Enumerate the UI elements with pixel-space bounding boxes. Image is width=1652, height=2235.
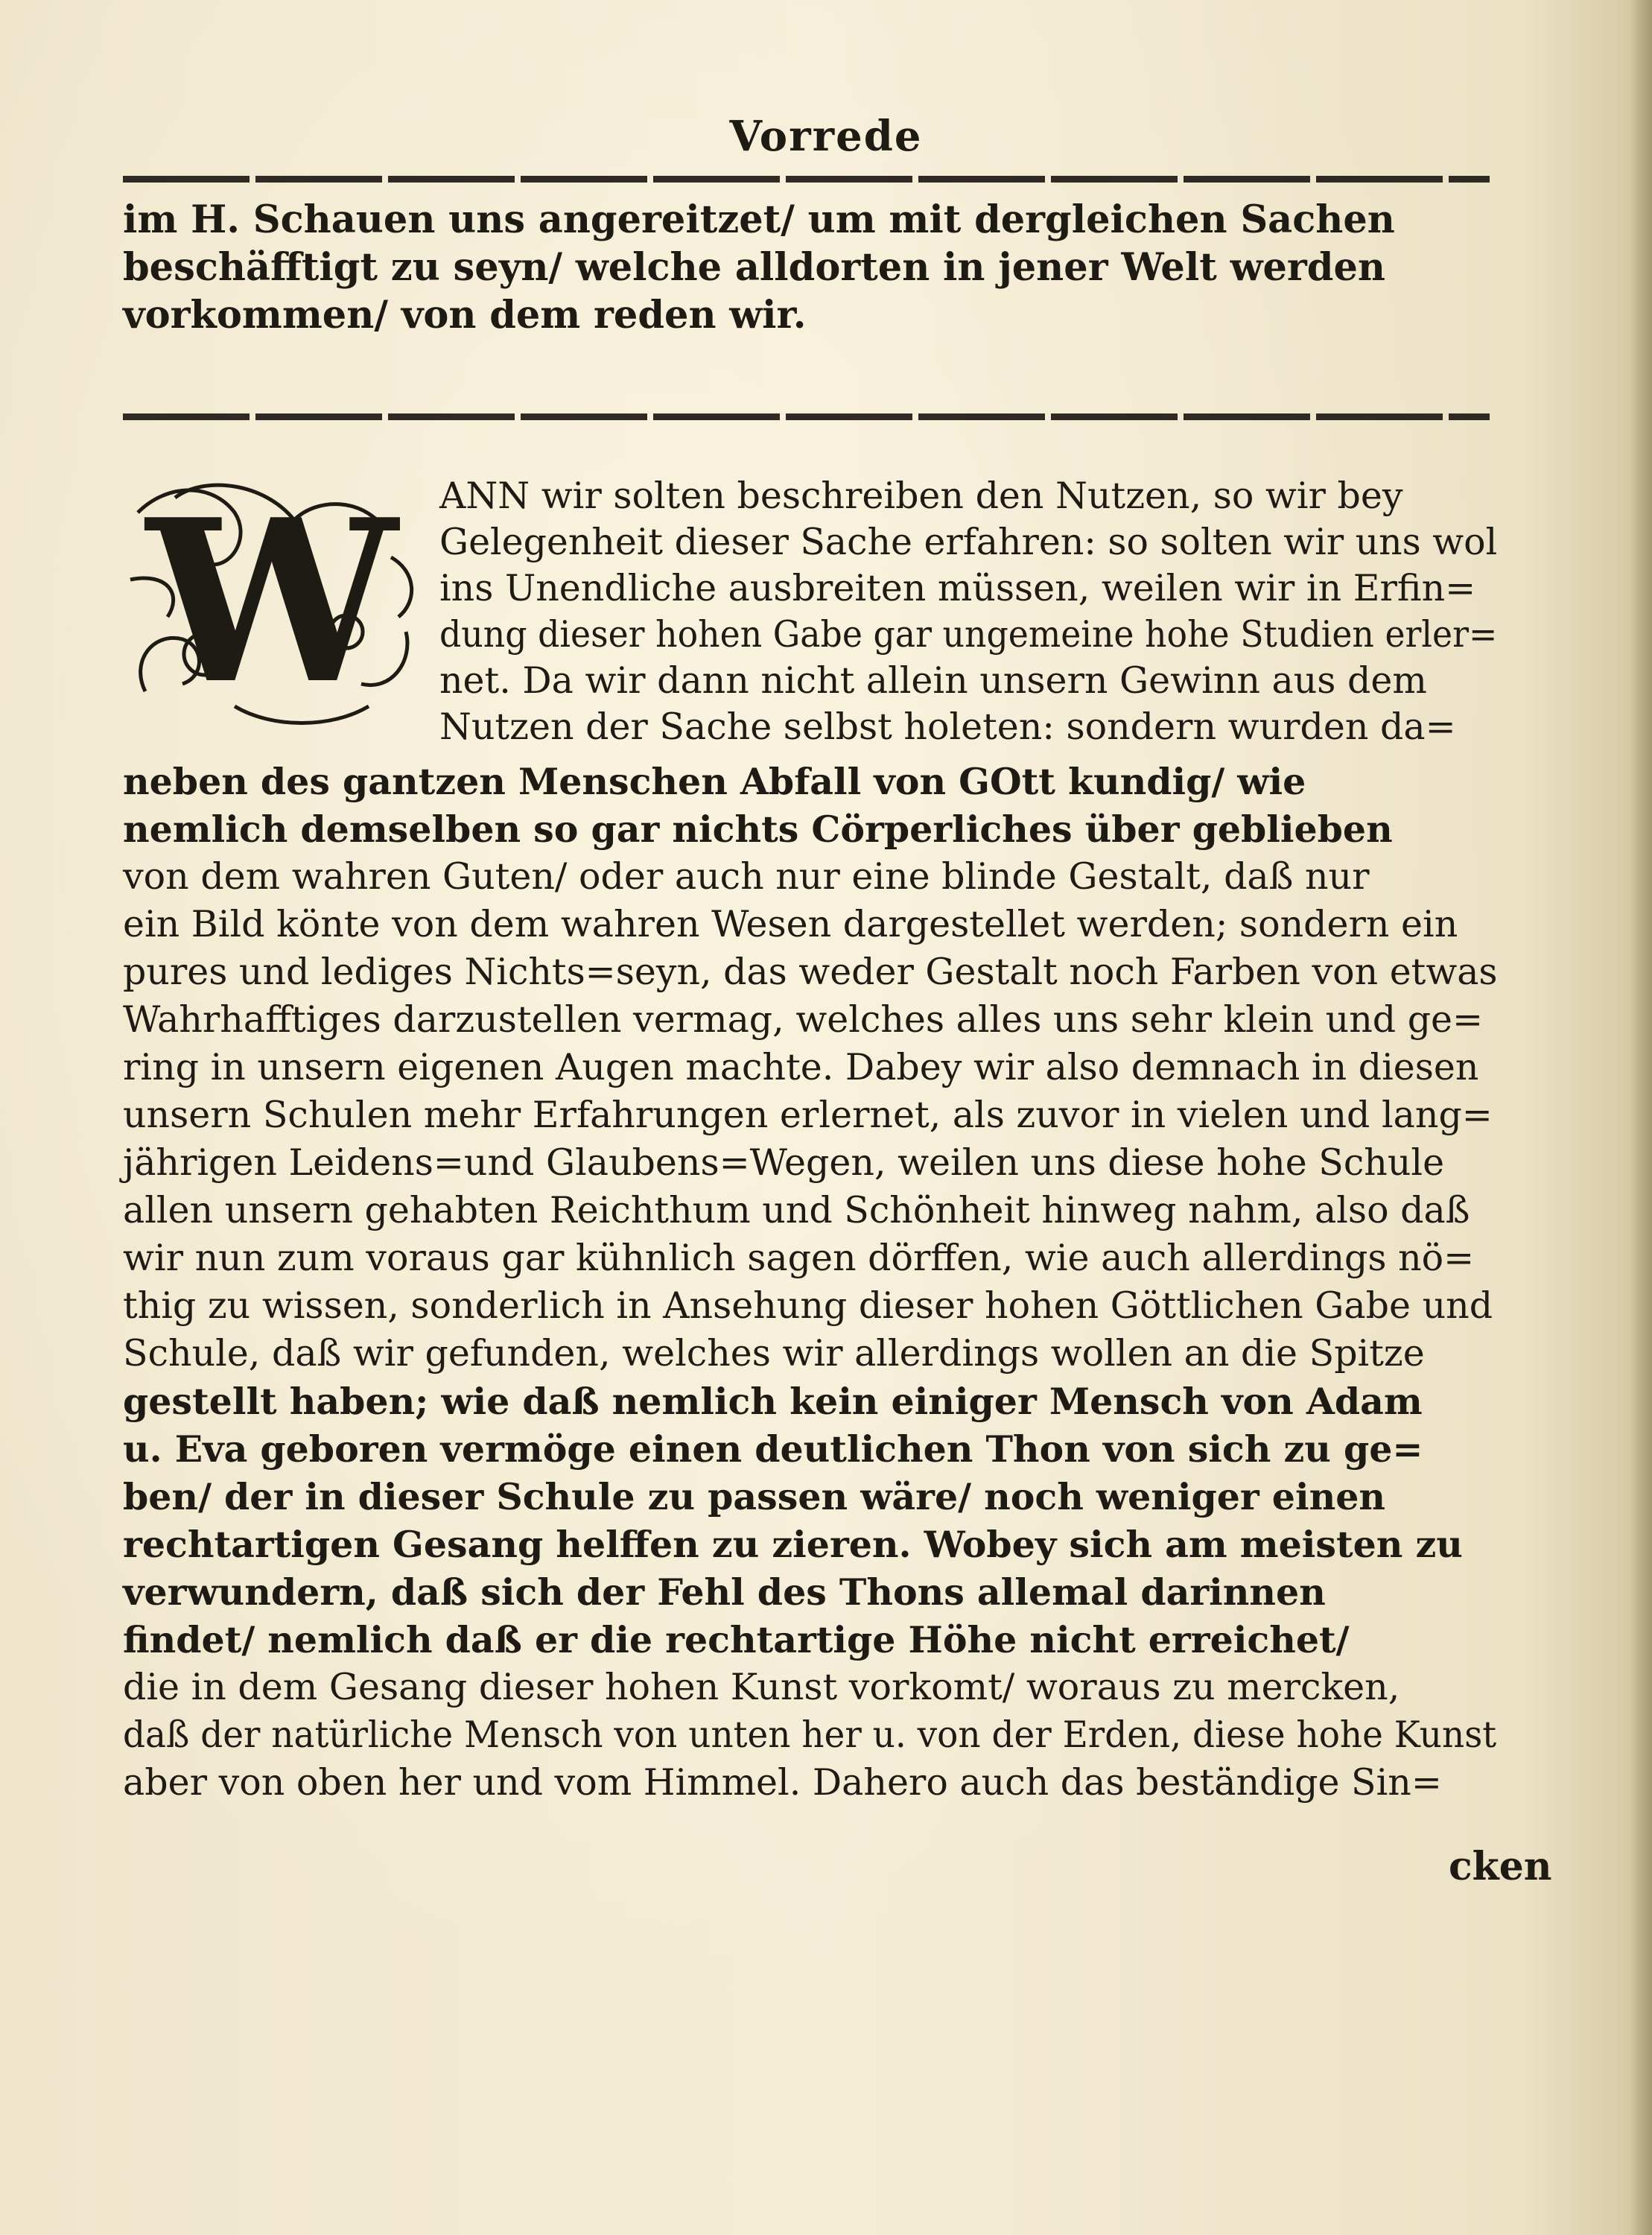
text-line: gestellt haben; wie daß nemlich kein einiger Mensch von Adam — [123, 1380, 1423, 1423]
running-header: Vorrede — [729, 112, 923, 161]
text-line: ring in unsern eigenen Augen machte. Dabey wir also demnach in diesen — [123, 1046, 1479, 1088]
text-line: Schule, daß wir gefunden, welches wir allerdings wollen an die Spitze — [123, 1332, 1425, 1375]
text-line: net. Da wir dann nicht allein unsern Gewinn aus dem — [439, 659, 1427, 702]
intro-line: beschäfftigt zu seyn/ welche alldorten in jener Welt werden — [123, 245, 1385, 290]
text-line: verwundern, daß sich der Fehl des Thons allemal darinnen — [123, 1570, 1326, 1614]
text-line: thig zu wissen, sonderlich in Ansehung dieser hohen Göttlichen Gabe und — [123, 1284, 1493, 1327]
page-edge-shadow — [1630, 0, 1652, 2235]
text-line: ins Unendliche ausbreiten müssen, weilen wir in Erfin= — [439, 567, 1476, 609]
text-line: die in dem Gesang dieser hohen Kunst vorkomt/ woraus zu mercken, — [123, 1666, 1400, 1708]
initial-letter: W — [146, 470, 398, 733]
text-line: findet/ nemlich daß er die rechtartige Höhe nicht erreichet/ — [123, 1618, 1350, 1661]
text-line: ben/ der in dieser Schule zu passen wäre/ noch weniger einen — [123, 1475, 1386, 1518]
ornamental-initial — [123, 468, 421, 744]
intro-line: vorkommen/ von dem reden wir. — [123, 293, 807, 337]
text-line: neben des gantzen Menschen Abfall von GOtt kundig/ wie — [123, 760, 1306, 803]
text-line: von dem wahren Guten/ oder auch nur eine blinde Gestalt, daß nur — [123, 855, 1370, 898]
text-line: unsern Schulen mehr Erfahrungen erlernet, als zuvor in vielen und lang= — [123, 1094, 1493, 1136]
text-line: aber von oben her und vom Himmel. Dahero auch das beständige Sin= — [123, 1761, 1442, 1804]
catchword: cken — [1449, 1844, 1552, 1889]
text-line: jährigen Leidens=und Glaubens=Wegen, weilen uns diese hohe Schule — [123, 1141, 1445, 1184]
text-line: rechtartigen Gesang helffen zu zieren. Wobey sich am meisten zu — [123, 1523, 1463, 1566]
text-line: wir nun zum voraus gar kühnlich sagen dörffen, wie auch allerdings nö= — [123, 1237, 1475, 1279]
text-line: nemlich demselben so gar nichts Cörperliches über geblieben — [123, 808, 1393, 851]
text-line: u. Eva geboren vermöge einen deutlichen Thon von sich zu ge= — [123, 1427, 1423, 1471]
text-line: Wahrhafftiges darzustellen vermag, welches alles uns sehr klein und ge= — [123, 998, 1484, 1041]
intro-line: im H. Schauen uns angereitzet/ um mit dergleichen Sachen — [123, 197, 1395, 242]
section-rule — [123, 413, 1490, 420]
text-line: ein Bild könte von dem wahren Wesen dargestellet werden; sondern ein — [123, 903, 1458, 945]
text-line: ANN wir solten beschreiben den Nutzen, so wir bey — [439, 475, 1403, 517]
text-line: daß der natürliche Mensch von unten her u. von der Erden, diese hohe Kunst — [123, 1714, 1497, 1756]
header-rule — [123, 176, 1490, 183]
text-line: Gelegenheit dieser Sache erfahren: so solten wir uns wol — [439, 521, 1498, 563]
text-line: pures und lediges Nichts=seyn, das weder Gestalt noch Farben von etwas — [123, 951, 1498, 993]
text-line: dung dieser hohen Gabe gar ungemeine hohe Studien erler= — [439, 613, 1498, 656]
text-line: allen unsern gehabten Reichthum und Schönheit hinweg nahm, also daß — [123, 1189, 1470, 1231]
text-line: Nutzen der Sache selbst holeten: sondern wurden da= — [439, 706, 1456, 748]
